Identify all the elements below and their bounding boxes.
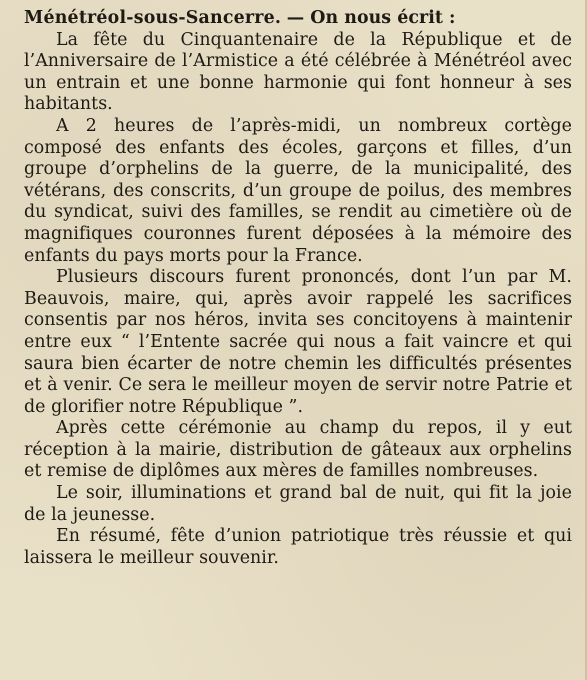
article-heading [24,8,572,30]
paragraph-speeches: Plusieurs discours furent prononcés, dont l’un par M. Beauvois, maire, qui, après avoir rappelé les sacrifices consentis par nos héros, invita ses concitoyens à maintenir entre eux “ l’Entente sacrée qui nous a fait vaincre et qui saura bien écarter de notre chemin les difficultés présentes et à venir. Ce sera le meilleur moyen de servir notre Patrie et de glorifier notre République ”. [24,267,572,417]
article-column [24,8,572,569]
paragraph-procession: A 2 heures de l’après-midi, un nombreux cortège composé des enfants des écoles, garçons et filles, d’un groupe d’orphelins de la guerre, de la municipalité, des vétérans, des conscrits, d’un groupe de poilus, des membres du syndicat, suivi des familles, se rendit au cimetière où de magnifiques couronnes furent déposées à la mémoire des enfants du pays morts pour la France. [24,115,572,266]
article-place-name: Ménétréol-sous-Sancerre. [24,8,282,28]
paragraph-summary: En résumé, fête d’union patriotique très réussie et qui laissera le meilleur souvenir. [24,526,572,568]
article-lead: — On nous écrit : [286,8,456,28]
paragraph-celebration: La fête du Cinquantenaire de la République et de l’Anniversaire de l’Armistice a été célébrée à Ménétréol avec un entrain et une bonne harmonie qui font honneur à ses habitants. [24,29,572,115]
paragraph-reception: Après cette cérémonie au champ du repos, il y eut réception à la mairie, distribution de gâteaux aux orphelins et remise de diplômes aux mères de familles nombreuses. [24,418,572,482]
paragraph-evening: Le soir, illuminations et grand bal de nuit, qui fit la joie de la jeunesse. [24,483,572,525]
